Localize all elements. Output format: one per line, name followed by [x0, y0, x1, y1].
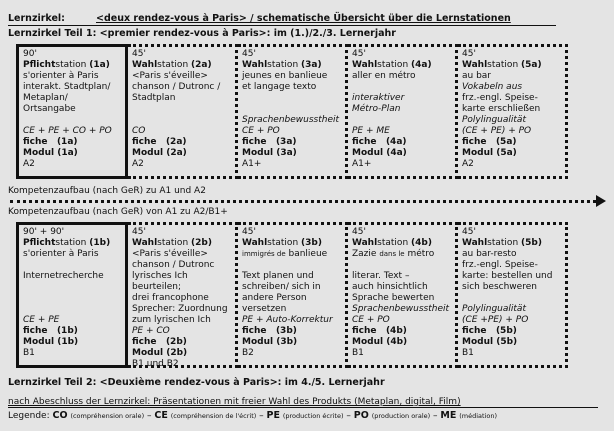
station-title: Wahlstation (5b) — [462, 238, 542, 248]
station-skills: PE + Auto-Korrektur — [242, 315, 333, 325]
station-title: Pflichtstation (1b) — [23, 238, 111, 248]
station-line: Vokabeln aus — [462, 82, 523, 92]
legend: Legende: CO (compréhension orale) – CE (compréhension de l'écrit) – PE (production écrite) – PO (production orale) – ME (médiation) — [8, 410, 498, 421]
station-duration: 45' — [242, 227, 256, 237]
station-line: auch hinsichtlich — [352, 282, 428, 292]
station-title: Wahlstation (5a) — [462, 60, 542, 70]
station-line: sich beschweren — [462, 282, 537, 292]
station-modul: Modul (3b) — [242, 337, 298, 347]
station-skills: CE + PE — [23, 315, 60, 325]
station-fiche: fiche (3a) — [242, 137, 297, 147]
station-line: s'orienter à Paris — [23, 71, 99, 81]
station-line: s'orienter à Paris — [23, 249, 99, 259]
station-fiche: fiche (2a) — [132, 137, 187, 147]
arrow-right-icon — [596, 195, 606, 207]
station-line: aller en métro — [352, 71, 416, 81]
station-modul: Modul (4a) — [352, 148, 407, 158]
station-duration: 45' — [352, 49, 366, 59]
station-modul: Modul (1a) — [23, 148, 78, 158]
station-line: andere Person — [242, 293, 307, 303]
station-fiche: fiche (1a) — [23, 137, 78, 147]
station-modul: Modul (2b) — [132, 348, 188, 358]
station-level: B1 — [352, 348, 364, 358]
station-3a — [238, 44, 348, 179]
station-line: zum lyrischen Ich — [132, 315, 211, 325]
station-duration: 45' — [462, 49, 476, 59]
station-line: Métro-Plan — [352, 104, 401, 114]
station-skills: CE + PO — [242, 126, 280, 136]
station-skills: CE + PO — [352, 315, 390, 325]
legend-key: ME — [440, 410, 457, 421]
station-line: au bar — [462, 71, 492, 81]
station-level: B1 und B2 — [132, 359, 179, 369]
station-skills: PE + CO — [132, 326, 170, 336]
station-fiche: fiche (4b) — [352, 326, 407, 336]
title-text: <deux rendez-vous à Paris> / schematische Übersicht über die Lernstationen — [96, 13, 511, 24]
station-2a — [128, 44, 238, 179]
station-level: B1 — [23, 348, 35, 358]
station-line: frz.-engl. Speise- — [462, 260, 538, 270]
station-skills: PE + ME — [352, 126, 390, 136]
station-line: beurteilen; — [132, 282, 181, 292]
legend-desc: compréhension de l'écrit — [173, 412, 254, 420]
station-duration: 90' + 90' — [23, 227, 65, 237]
legend-desc: production orale — [374, 412, 428, 420]
station-line: <Paris s'éveille> — [132, 71, 208, 81]
station-fiche: fiche (5b) — [462, 326, 517, 336]
title-label: Lernzirkel: — [8, 13, 65, 24]
station-duration: 45' — [462, 227, 476, 237]
station-line: chanson / Dutronc / — [132, 82, 221, 92]
station-line: versetzen — [242, 304, 287, 314]
part2-heading: Lernzirkel Teil 2: <Deuxième rendez-vous à Paris>: im 4./5. Lernerjahr — [8, 377, 385, 388]
station-skills: (CE +PE) + PO — [462, 315, 529, 325]
station-level: A2 — [23, 159, 35, 169]
station-skills: CE + PE + CO + PO — [23, 126, 112, 136]
station-modul: Modul (2a) — [132, 148, 187, 158]
station-title: Wahlstation (3b) — [242, 238, 322, 248]
part1-stations — [16, 44, 568, 179]
station-line: Stadtplan — [132, 93, 176, 103]
station-line: Internetrecherche — [23, 271, 104, 281]
station-skills: (CE + PE) + PO — [462, 126, 532, 136]
station-subtitle: Zazie dans le métro — [352, 249, 435, 259]
station-line: interakt. Stadtplan/ — [23, 82, 111, 92]
station-level: B1 — [462, 348, 474, 358]
station-level: A1+ — [352, 159, 372, 169]
station-line: <Paris s'éveille> — [132, 249, 208, 259]
progression-arrow-line — [10, 200, 596, 203]
station-line: au bar-resto — [462, 249, 517, 259]
station-title: Wahlstation (4a) — [352, 60, 432, 70]
station-fiche: fiche (5a) — [462, 137, 517, 147]
station-1a — [16, 44, 128, 179]
station-level: A1+ — [242, 159, 262, 169]
station-line: karte: bestellen und — [462, 271, 553, 281]
station-fiche: fiche (3b) — [242, 326, 297, 336]
competence-label-part2: Kompetenzaufbau (nach GeR) von A1 zu A2/B1+ — [8, 207, 228, 217]
station-line: jeunes en banlieue — [242, 71, 328, 81]
station-line: Metaplan/ — [23, 93, 68, 103]
station-2b — [128, 222, 238, 368]
station-4a — [348, 44, 458, 179]
station-fiche: fiche (1b) — [23, 326, 78, 336]
station-modul: Modul (5a) — [462, 148, 517, 158]
station-duration: 45' — [242, 49, 256, 59]
station-3b — [238, 222, 348, 368]
station-modul: Modul (3a) — [242, 148, 297, 158]
station-focus: Sprachenbewusstheit — [242, 115, 340, 125]
station-title: Wahlstation (2a) — [132, 60, 212, 70]
station-focus: Polylingualität — [462, 304, 526, 314]
station-skills: CO — [132, 126, 146, 136]
station-level: A2 — [462, 159, 474, 169]
legend-label: Legende: — [8, 411, 53, 421]
station-title: Wahlstation (3a) — [242, 60, 322, 70]
station-fiche: fiche (4a) — [352, 137, 407, 147]
station-line: karte erschließen — [462, 104, 541, 114]
station-line: drei francophone — [132, 293, 209, 303]
station-line: chanson / Dutronc — [132, 260, 215, 270]
competence-label-part1: Kompetenzaufbau (nach GeR) zu A1 und A2 — [8, 186, 206, 196]
document-title — [8, 13, 556, 26]
station-level: A2 — [132, 159, 144, 169]
station-5a — [458, 44, 568, 179]
station-duration: 45' — [132, 227, 146, 237]
station-level: B2 — [242, 348, 254, 358]
station-line: schreiben/ sich in — [242, 282, 321, 292]
station-modul: Modul (5b) — [462, 337, 518, 347]
station-line: Sprecher: Zuordnung — [132, 304, 228, 314]
legend-desc: production écrite — [285, 412, 341, 420]
station-title: Wahlstation (4b) — [352, 238, 432, 248]
station-focus: Sprachenbewusstheit — [352, 304, 450, 314]
station-line: literar. Text – — [352, 271, 410, 281]
station-modul: Modul (1b) — [23, 337, 79, 347]
station-duration: 90' — [23, 49, 37, 59]
legend-key: CE — [154, 410, 168, 421]
station-5b — [458, 222, 568, 368]
station-1b — [16, 222, 128, 368]
station-fiche: fiche (2b) — [132, 337, 187, 347]
station-modul: Modul (4b) — [352, 337, 408, 347]
station-line: Text planen und — [242, 271, 314, 281]
station-line: frz.-engl. Speise- — [462, 93, 538, 103]
station-title: Wahlstation (2b) — [132, 238, 212, 248]
part2-stations — [16, 222, 568, 368]
station-line: Ortsangabe — [23, 104, 76, 114]
legend-desc: compréhension orale — [72, 412, 142, 420]
footer-note: nach Abeschluss der Lernzirkel: Präsentationen mit freier Wahl des Produkts (Metaplan, digital, Film) — [8, 397, 598, 408]
station-subtitle: immigrés de banlieue — [242, 249, 328, 259]
station-duration: 45' — [132, 49, 146, 59]
legend-key: CO — [52, 410, 68, 421]
legend-desc: médiation — [461, 412, 495, 420]
station-duration: 45' — [352, 227, 366, 237]
station-4b — [348, 222, 458, 368]
station-line: lyrisches Ich — [132, 271, 188, 281]
part1-heading: Lernzirkel Teil 1: <premier rendez-vous à Paris>: im (1.)/2./3. Lernerjahr — [8, 28, 396, 39]
station-focus: Polylingualität — [462, 115, 526, 125]
station-line: et langage texto — [242, 82, 317, 92]
legend-key: PE — [266, 410, 280, 421]
station-line: interaktiver — [352, 93, 405, 103]
station-line: Sprache bewerten — [352, 293, 435, 303]
station-title: Pflichtstation (1a) — [23, 60, 110, 70]
legend-key: PO — [353, 410, 369, 421]
